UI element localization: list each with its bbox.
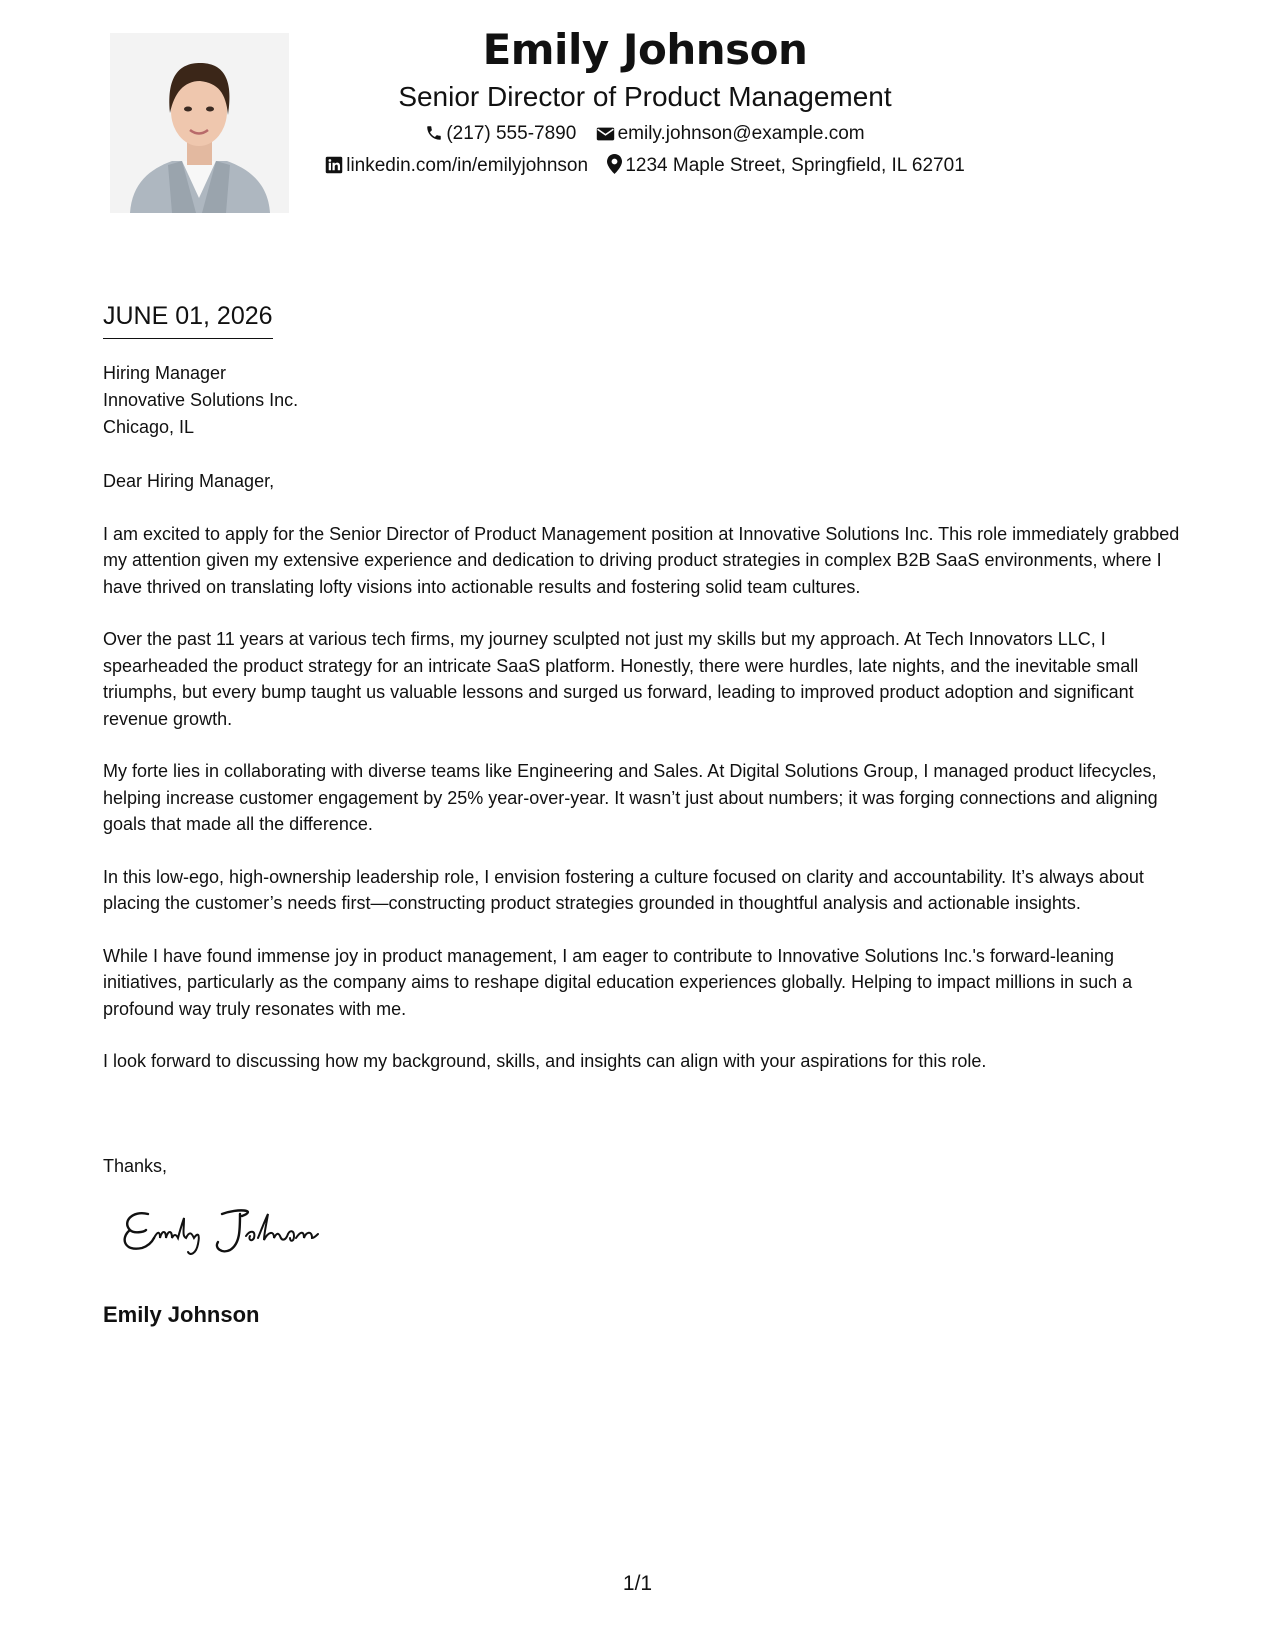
- phone-text: (217) 555-7890: [446, 123, 577, 144]
- envelope-icon: [596, 126, 615, 142]
- address-text: 1234 Maple Street, Springfield, IL 62701: [625, 155, 965, 177]
- contact-row-primary: [300, 122, 990, 146]
- letter-header: [300, 22, 990, 178]
- letter-date: JUNE 01, 2026: [103, 300, 273, 339]
- email-contact[interactable]: [596, 122, 865, 146]
- linkedin-text: linkedin.com/in/emilyjohnson: [346, 155, 589, 177]
- body-paragraph: My forte lies in collaborating with diverse teams like Engineering and Sales. At Digital Solutions Group, I managed product lifecycles, helping increase customer engagement by 25% year-over-year. It wasn’t just about numbers; it was forging connections and aligning goals that made all the difference.: [103, 761, 1158, 834]
- salutation: Dear Hiring Manager,: [103, 471, 275, 491]
- recipient-line: Hiring Manager: [103, 363, 227, 383]
- recipient-line: Innovative Solutions Inc.: [103, 390, 299, 410]
- signer-name: Emily Johnson: [103, 1302, 260, 1327]
- body-paragraph: Over the past 11 years at various tech firms, my journey sculpted not just my skills but my approach. At Tech Innovators LLC, I spearheaded the product strategy for an intricate SaaS platform. Honestly, there were hurdles, late nights, and the inevitable small triumphs, but every bump taught us valuable lessons and surged us forward, leading to improved product adoption and significant revenue growth.: [103, 629, 1139, 729]
- phone-icon: [425, 124, 443, 142]
- handwritten-signature: [118, 1200, 358, 1265]
- profile-photo: [110, 33, 289, 213]
- email-text: emily.johnson@example.com: [617, 123, 865, 144]
- letter-body: [103, 468, 1183, 1101]
- body-paragraph: I look forward to discussing how my background, skills, and insights can align with your aspirations for this role.: [103, 1051, 987, 1071]
- phone-contact[interactable]: [425, 122, 576, 146]
- linkedin-contact[interactable]: [325, 154, 588, 178]
- applicant-title: Senior Director of Product Management: [398, 81, 892, 112]
- body-paragraph: While I have found immense joy in product management, I am eager to contribute to Innovative Solutions Inc.'s forward-leaning initiatives, particularly as the company aims to reshape digital education experiences globally. Helping to impact millions in such a profound way truly resonates with me.: [103, 945, 1133, 1019]
- recipient-line: Chicago, IL: [103, 417, 195, 437]
- closing: Thanks,: [103, 1156, 168, 1176]
- contact-row-secondary: [300, 154, 990, 178]
- recipient-block: [103, 360, 298, 441]
- body-paragraph: I am excited to apply for the Senior Director of Product Management position at Innovative Solutions Inc. This role immediately grabbed my attention given my extensive experience and dedication to driving product strategies in complex B2B SaaS environments, where I have thrived on translating lofty visions into actionable results and fostering solid team cultures.: [103, 523, 1180, 597]
- map-pin-icon: [607, 154, 622, 174]
- applicant-name: Emily Johnson: [482, 25, 808, 74]
- linkedin-icon: [325, 156, 343, 174]
- body-paragraph: In this low-ego, high-ownership leadership role, I envision fostering a culture focused on clarity and accountability. It’s always about placing the customer’s needs first—constructing product strategies grounded in thoughtful analysis and actionable insights.: [103, 866, 1144, 913]
- address-contact: [607, 154, 964, 178]
- page-number: 1/1: [622, 1572, 653, 1595]
